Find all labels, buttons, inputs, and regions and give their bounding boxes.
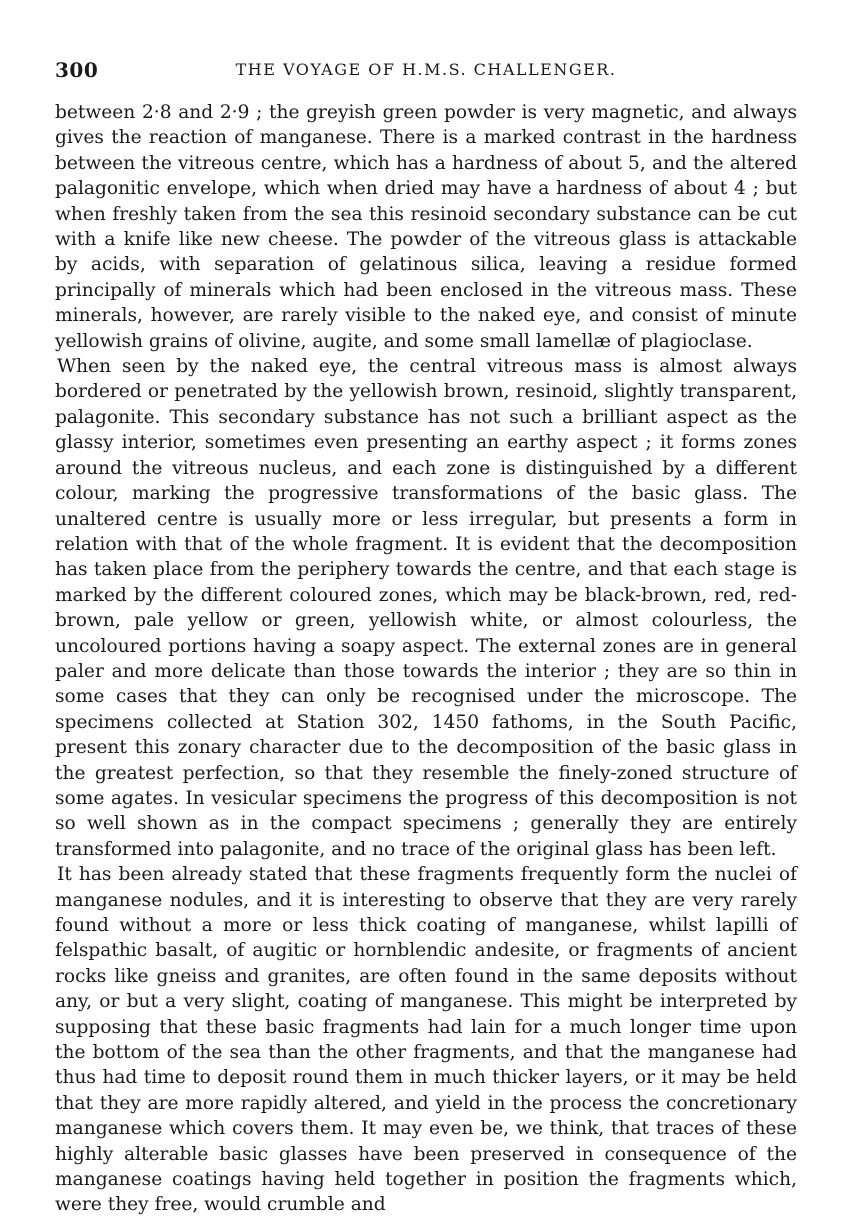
- page-number: 300: [55, 58, 99, 82]
- body-text: [55, 100, 797, 1218]
- paragraph-3: It has been already stated that these fragments frequently form the nuclei of manganese nodules, and it is interesting to observe that they are very rarely found without a more or less thick coating of manganese, whilst lapilli of felspathic basalt, of augitic or hornblendic andesite, or fragments of ancient rocks like gneiss and granites, are often found in the same deposits without any, or but a very slight, coating of manganese. This might be interpreted by supposing that these basic fragments had lain for a much longer time upon the bottom of the sea than the other fragments, and that the manganese had thus had time to deposit round them in much thicker layers, or it may be held that they are more rapidly altered, and yield in the process the concretionary manganese which covers them. It may even be, we think, that traces of these highly alterable basic glasses have been preserved in consequence of the manganese coatings having held together in position the fragments which, were they free, would crumble and: [55, 864, 797, 1216]
- paragraph-1: between 2·8 and 2·9 ; the greyish green powder is very magnetic, and always gives the reaction of manganese. There is a marked contrast in the hardness between the vitreous centre, which has a hardness of about 5, and the altered palagonitic envelope, which when dried may have a hardness of about 4 ; but when freshly taken from the sea this resinoid secondary substance can be cut with a knife like new cheese. The powder of the vitreous glass is attackable by acids, with separation of gelatinous silica, leaving a residue formed principally of minerals which had been enclosed in the vitreous mass. These minerals, however, are rarely visible to the naked eye, and consist of minute yellowish grains of olivine, augite, and some small lamellæ of plagioclase.: [55, 102, 797, 352]
- running-title: THE VOYAGE OF H.M.S. CHALLENGER.: [235, 60, 617, 79]
- paragraph-2: When seen by the naked eye, the central vitreous mass is almost always bordered or penetrated by the yellowish brown, resinoid, slightly transparent, palagonite. This secondary substance has not such a brilliant aspect as the glassy interior, sometimes even presenting an earthy aspect ; it forms zones around the vitreous nucleus, and each zone is distinguished by a different colour, marking the progressive transformations of the basic glass. The unaltered centre is usually more or less irregular, but presents a form in relation with that of the whole fragment. It is evident that the decomposition has taken place from the periphery towards the centre, and that each stage is marked by the different coloured zones, which may be black-brown, red, red-brown, pale yellow or green, yellowish white, or almost colourless, the uncoloured portions having a soapy aspect. The external zones are in general paler and more delicate than those towards the interior ; they are so thin in some cases that they can only be recognised under the microscope. The specimens collected at Station 302, 1450 fathoms, in the South Pacific, present this zonary character due to the decomposition of the basic glass in the greatest perfection, so that they resemble the finely-zoned structure of some agates. In vesicular specimens the progress of this decomposition is not so well shown as in the compact specimens ; generally they are entirely transformed into palagonite, and no trace of the original glass has been left.: [55, 356, 797, 860]
- page-header: [55, 58, 797, 84]
